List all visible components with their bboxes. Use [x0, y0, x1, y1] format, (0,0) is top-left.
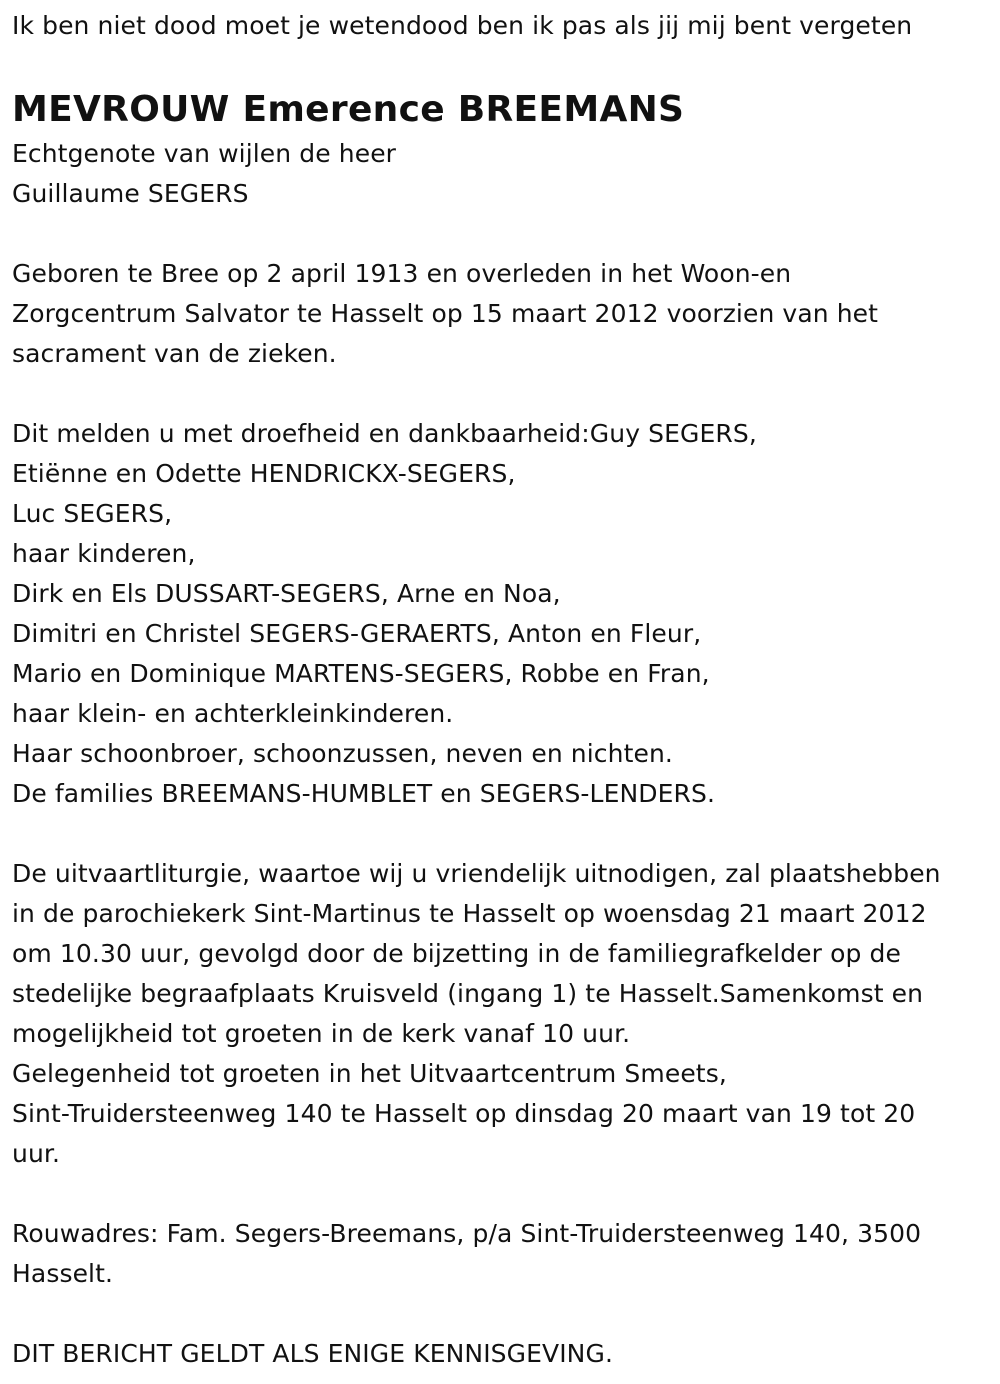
motto-text: Ik ben niet dood moet je wetendood ben ik pas als jij mij bent vergeten	[12, 11, 913, 40]
paragraph-line: Rouwadres: Fam. Segers-Breemans, p/a Sint-Truidersteenweg 140, 3500	[12, 1219, 922, 1248]
paragraph-line: uur.	[12, 1139, 61, 1168]
paragraph-line: Geboren te Bree op 2 april 1913 en overleden in het Woon-en	[12, 259, 792, 288]
funeral-paragraph	[12, 854, 988, 1174]
paragraph-line: Dit melden u met droefheid en dankbaarheid:Guy SEGERS,	[12, 419, 757, 448]
paragraph-line: Dimitri en Christel SEGERS-GERAERTS, Anton en Fleur,	[12, 619, 702, 648]
paragraph-line: mogelijkheid tot groeten in de kerk vanaf 10 uur.	[12, 1019, 631, 1048]
paragraph-line: Mario en Dominique MARTENS-SEGERS, Robbe en Fran,	[12, 659, 710, 688]
paragraph-line: Haar schoonbroer, schoonzussen, neven en nichten.	[12, 739, 673, 768]
paragraph-line: Sint-Truidersteenweg 140 te Hasselt op dinsdag 20 maart van 19 tot 20	[12, 1099, 916, 1128]
paragraph-line: De families BREEMANS-HUMBLET en SEGERS-LENDERS.	[12, 779, 716, 808]
paragraph-line: De uitvaartliturgie, waartoe wij u vriendelijk uitnodigen, zal plaatshebben	[12, 859, 941, 888]
mourning-address-paragraph	[12, 1214, 988, 1294]
birth-death-paragraph	[12, 254, 988, 374]
announcement-paragraph	[12, 414, 988, 814]
relation-block	[12, 134, 988, 214]
paragraph-line: haar kinderen,	[12, 539, 196, 568]
paragraph-line: sacrament van de zieken.	[12, 339, 337, 368]
paragraph-line: Zorgcentrum Salvator te Hasselt op 15 maart 2012 voorzien van het	[12, 299, 879, 328]
paragraph-line: in de parochiekerk Sint-Martinus te Hasselt op woensdag 21 maart 2012	[12, 899, 927, 928]
paragraph-line: Luc SEGERS,	[12, 499, 173, 528]
paragraph-line: stedelijke begraafplaats Kruisveld (ingang 1) te Hasselt.Samenkomst en	[12, 979, 924, 1008]
paragraph-line: Gelegenheid tot groeten in het Uitvaartcentrum Smeets,	[12, 1059, 727, 1088]
paragraph-line: Dirk en Els DUSSART-SEGERS, Arne en Noa,	[12, 579, 561, 608]
paragraph-line: Hasselt.	[12, 1259, 114, 1288]
paragraph-line: haar klein- en achterkleinkinderen.	[12, 699, 454, 728]
paragraph-line: Etiënne en Odette HENDRICKX-SEGERS,	[12, 459, 516, 488]
relation-line: Guillaume SEGERS	[12, 179, 249, 208]
notice-text: DIT BERICHT GELDT ALS ENIGE KENNISGEVING.	[12, 1339, 613, 1368]
deceased-name: MEVROUW Emerence BREEMANS	[12, 89, 685, 130]
notice-paragraph	[12, 1334, 988, 1374]
relation-line: Echtgenote van wijlen de heer	[12, 139, 397, 168]
paragraph-line: om 10.30 uur, gevolgd door de bijzetting in de familiegrafkelder op de	[12, 939, 901, 968]
